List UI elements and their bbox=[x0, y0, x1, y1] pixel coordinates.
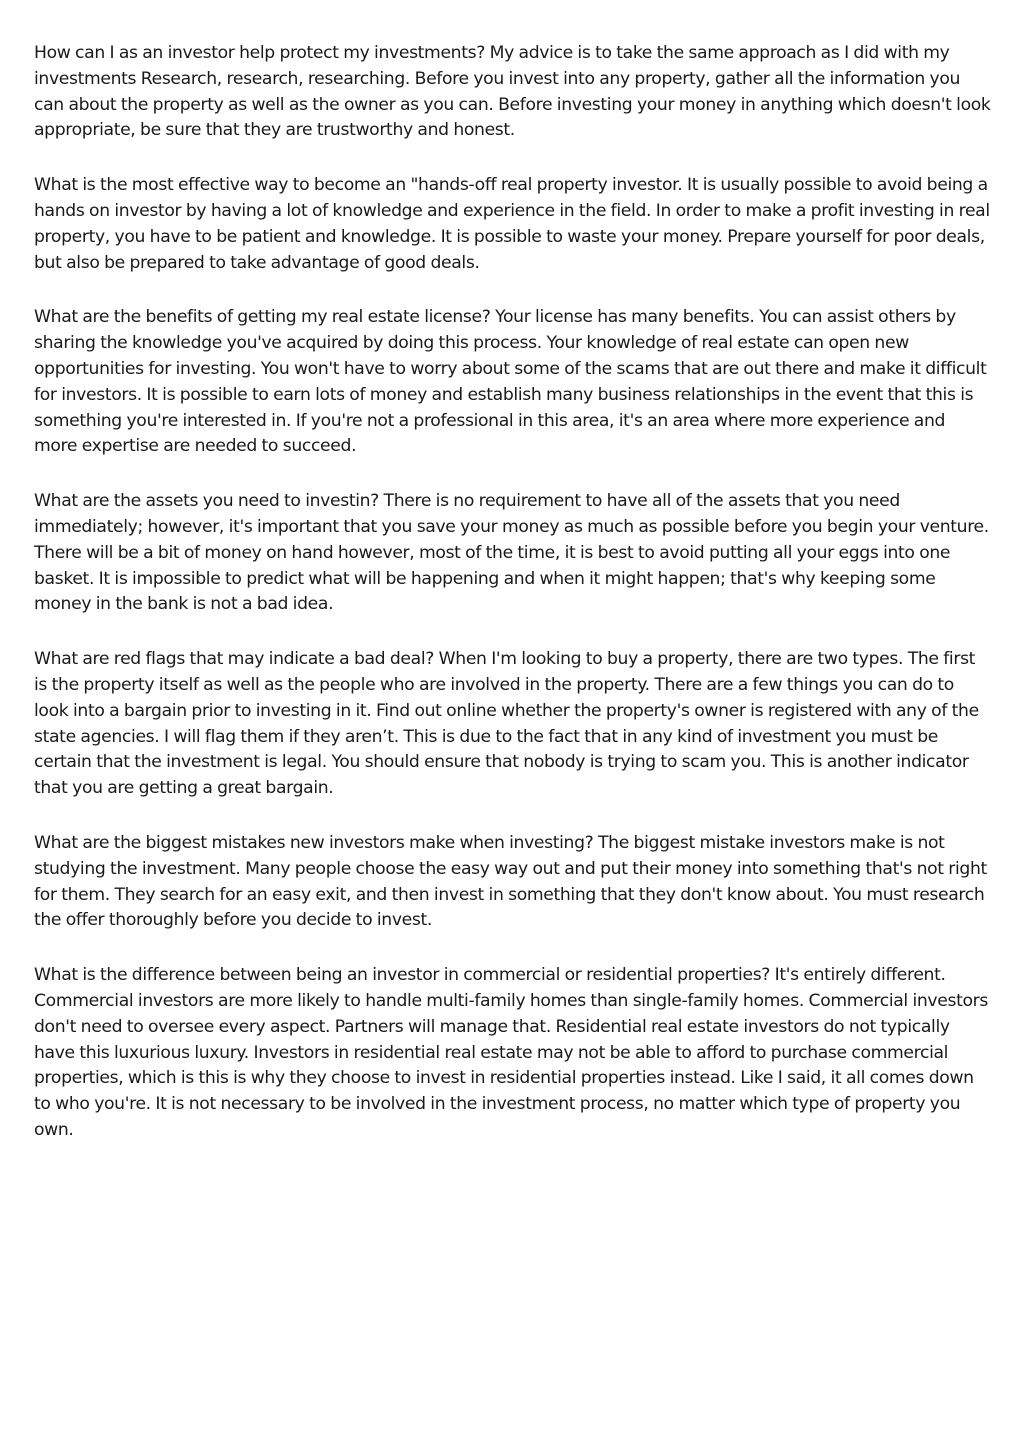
paragraph-commercial-vs-residential: What is the difference between being an investor in commercial or residential properties? It's entirely different. Commercial investors are more likely to handle multi-family homes than single-family homes. Commercial investors don't need to oversee every aspect. Partners will manage that. Residential real estate investors do not typically have this luxurious luxury. Investors in residential real estate may not be able to afford to purchase commercial properties, which is this is why they choose to invest in residential properties instead. Like I said, it all comes down to who you're. It is not necessary to be involved in the investment process, no matter which type of property you own. bbox=[34, 965, 988, 1140]
paragraph-red-flags: What are red flags that may indicate a bad deal? When I'm looking to buy a property, there are two types. The first is the property itself as well as the people who are involved in the property. There are a few things you can do to look into a bargain prior to investing in it. Find out online whether the property's owner is registered with any of the state agencies. I will flag them if they aren’t. This is due to the fact that in any kind of investment you must be certain that the investment is legal. You should ensure that nobody is trying to scam you. This is another indicator that you are getting a great bargain. bbox=[34, 649, 979, 799]
paragraph-protect-investments: How can I as an investor help protect my investments? My advice is to take the same approach as I did with my investments Research, research, researching. Before you invest into any property, gather all the information you can about the property as well as the owner as you can. Before investing your money in anything which doesn't look appropriate, be sure that they are trustworthy and honest. bbox=[34, 43, 991, 141]
paragraph-biggest-mistakes: What are the biggest mistakes new investors make when investing? The biggest mistake investors make is not studying the investment. Many people choose the easy way out and put their money into something that's not right for them. They search for an easy exit, and then invest in something that they don't know about. You must research the offer thoroughly before you decide to invest. bbox=[34, 832, 987, 931]
paragraph-hands-off-investor: What is the most effective way to become an "hands-off real property investor. It is usually possible to avoid being a hands on investor by having a lot of knowledge and experience in the field. In order to make a profit investing in real property, you have to be patient and knowledge. It is possible to waste your money. Prepare yourself for poor deals, but also be prepared to take advantage of good deals. bbox=[34, 175, 990, 273]
document-body bbox=[34, 41, 992, 1173]
paragraph-assets-needed: What are the assets you need to investin? There is no requirement to have all of the assets that you need immediately; however, it's important that you save your money as much as possible before you begin your venture. There will be a bit of money on hand however, most of the time, it is best to avoid putting all your eggs into one basket. It is impossible to predict what will be happening and when it might happen; that's why keeping some money in the bank is not a bad idea. bbox=[34, 491, 989, 615]
paragraph-license-benefits: What are the benefits of getting my real estate license? Your license has many benefits. You can assist others by sharing the knowledge you've acquired by doing this process. Your knowledge of real estate can open new opportunities for investing. You won't have to worry about some of the scams that are out there and make it difficult for investors. It is possible to earn lots of money and establish many business relationships in the event that this is something you're interested in. If you're not a professional in this area, it's an area where more experience and more expertise are needed to succeed. bbox=[34, 307, 987, 457]
